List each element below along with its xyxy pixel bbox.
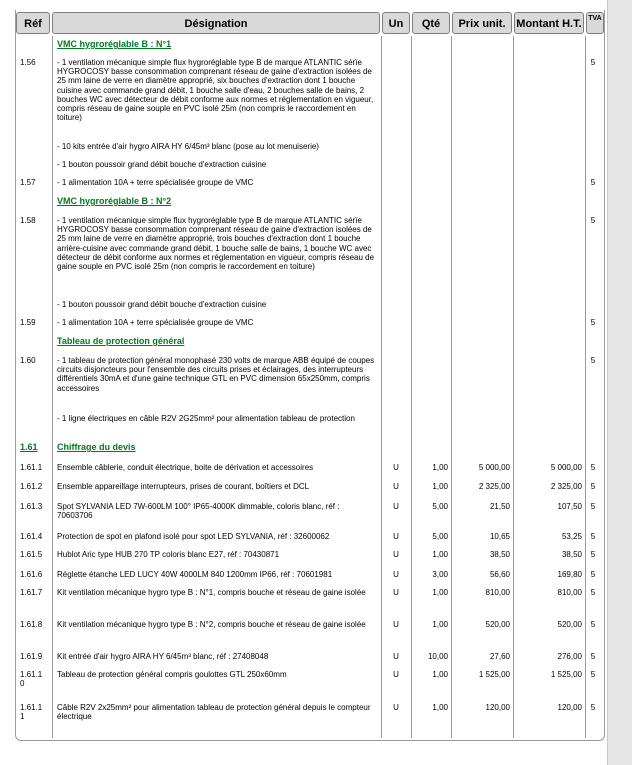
cell-mht: 2 325,00 (550, 482, 582, 491)
cell-qte: 5,00 (432, 532, 448, 541)
cell-tva: 5 (590, 482, 596, 491)
header-designation: Désignation (52, 12, 380, 34)
cell-ref: 1.57 (20, 178, 36, 187)
cell-des: Protection de spot en plafond isolé pour spot LED SYLVANIA, réf : 32600062 (57, 532, 330, 541)
cell-des: - 1 bouton poussoir grand débit bouche d'extraction cuisine (57, 300, 267, 309)
cell-des: Kit entrée d'air hygro AIRA HY 6/45m³ blanc, réf : 27408048 (57, 652, 269, 661)
cell-un: U (393, 670, 399, 679)
cell-mht: 107,50 (557, 502, 582, 511)
cell-tva: 5 (590, 58, 596, 67)
cell-tva: 5 (590, 588, 596, 597)
cell-qte: 1,00 (432, 482, 448, 491)
cell-pu: 27,60 (489, 652, 510, 661)
cell-des: Hublot Aric type HUB 270 TP coloris blanc E27, réf : 70430871 (57, 550, 280, 559)
cell-des: - 10 kits entrée d'air hygro AIRA HY 6/45m³ blanc (pose au lot menuiserie) (57, 142, 319, 151)
cell-mht: 5 000,00 (550, 463, 582, 472)
cell-pu: 1 525,00 (478, 670, 510, 679)
cell-qte: 10,00 (427, 652, 448, 661)
cell-des: VMC hygroréglable B : N°2 (57, 196, 172, 206)
cell-des: Réglette étanche LED LUCY 40W 4000LM 840 1200mm IP66, réf : 70601981 (57, 570, 333, 579)
column-divider (585, 36, 586, 738)
cell-pu: 810,00 (485, 588, 510, 597)
cell-tva: 5 (590, 216, 596, 225)
cell-pu: 56,60 (489, 570, 510, 579)
cell-mht: 810,00 (557, 588, 582, 597)
cell-des: - 1 alimentation 10A + terre spécialisée groupe de VMC (57, 178, 254, 187)
cell-ref: 1.61.9 (20, 652, 43, 661)
cell-qte: 5,00 (432, 502, 448, 511)
column-divider (513, 36, 514, 738)
cell-un: U (393, 703, 399, 712)
cell-des: - 1 ventilation mécanique simple flux hygroréglable type B de marque ATLANTIC sérïe HYGROCOSY basse consommation comprenant réseau de gaine d'extraction isolées de 25 mm laine de verre en diamètre approprié, trois bouches d'extraction dont 1 bouche arrière-cuisine avec commande grand débit, 1 bouche salle de bains, 1 bouche WC avec détecteur de débit conforme aux normes et réglementation en vigueur, compris réseau de gaine souple en PVC isolé 25m (non compris le raccordement en toiture) (57, 216, 375, 272)
cell-des: - 1 bouton poussoir grand débit bouche d'extraction cuisine (57, 160, 267, 169)
cell-qte: 1,00 (432, 550, 448, 559)
cell-des: - 1 ligne électriques en câble R2V 2G25mm² pour alimentation tableau de protection (57, 414, 355, 423)
cell-des: Tableau de protection général compris goulottes GTL 250x60mm (57, 670, 287, 679)
cell-tva: 5 (590, 703, 596, 712)
column-divider (411, 36, 412, 738)
cell-tva: 5 (590, 652, 596, 661)
column-divider (52, 36, 53, 738)
cell-des: Kit ventilation mécanique hygro type B : N°1, compris bouche et réseau de gaine isolée (57, 588, 366, 597)
cell-des: - 1 tableau de protection général monophasé 230 volts de marque ABB équipé de coupes circuits disjoncteurs pour l'ensemble des circuits prises et éclairages, des interrupteurs différentiels 30mA et d'une gaine technique GTL en PVC dimension 65x250mm, compris accessoires (57, 356, 375, 393)
cell-des: - 1 alimentation 10A + terre spécialisée groupe de VMC (57, 318, 254, 327)
header-amount-ht: Montant H.T. (514, 12, 584, 34)
cell-tva: 5 (590, 318, 596, 327)
header-unit-price: Prix unit. (452, 12, 512, 34)
cell-mht: 38,50 (561, 550, 582, 559)
cell-ref: 1.60 (20, 356, 36, 365)
cell-tva: 5 (590, 502, 596, 511)
cell-ref: 1.61.3 (20, 502, 43, 511)
cell-ref: 1.61.6 (20, 570, 43, 579)
cell-un: U (393, 482, 399, 491)
cell-ref: 1.56 (20, 58, 36, 67)
cell-tva: 5 (590, 356, 596, 365)
header-ref: Réf (16, 12, 50, 34)
cell-ref: 1.61.1 1 (20, 703, 43, 722)
header-unit: Un (382, 12, 410, 34)
cell-un: U (393, 463, 399, 472)
viewer-gutter (607, 0, 632, 765)
cell-ref: 1.61.2 (20, 482, 43, 491)
cell-des: Tableau de protection général (57, 336, 185, 346)
cell-un: U (393, 570, 399, 579)
cell-ref: 1.61.1 0 (20, 670, 43, 689)
cell-pu: 120,00 (485, 703, 510, 712)
cell-mht: 1 525,00 (550, 670, 582, 679)
cell-mht: 120,00 (557, 703, 582, 712)
cell-un: U (393, 532, 399, 541)
cell-un: U (393, 550, 399, 559)
cell-ref: 1.61.7 (20, 588, 43, 597)
cell-des: VMC hygroréglable B : N°1 (57, 39, 172, 49)
cell-des: - 1 ventilation mécanique simple flux hygroréglable type B de marque ATLANTIC sérïe HYGROCOSY basse consommation comprenant réseau de gaine d'extraction isolées de 25 mm laine de verre en diamètre approprié, six bouches d'extraction dont 1 bouche cuisine avec commande grand débit, 1 bouche salle d'eau, 2 bouches salle de bains, 2 bouches WC avec détecteur de débit conforme aux normes et réglementation en vigueur, compris réseau de gaine souple en PVC isolé 25m (non compris le raccordement en toiture) (57, 58, 374, 123)
column-divider (381, 36, 382, 738)
cell-qte: 1,00 (432, 588, 448, 597)
cell-mht: 520,00 (557, 620, 582, 629)
header-tva: TVA (586, 12, 604, 34)
header-quantity: Qté (412, 12, 450, 34)
cell-ref: 1.61.8 (20, 620, 43, 629)
cell-des: Câble R2V 2x25mm² pour alimentation tableau de protection général depuis le compteur électrique (57, 703, 371, 722)
cell-des: Kit ventilation mécanique hygro type B : N°2, compris bouche et réseau de gaine isolée (57, 620, 366, 629)
cell-mht: 276,00 (557, 652, 582, 661)
cell-tva: 5 (590, 670, 596, 679)
cell-ref: 1.61.5 (20, 550, 43, 559)
cell-pu: 520,00 (485, 620, 510, 629)
cell-qte: 1,00 (432, 620, 448, 629)
cell-tva: 5 (590, 550, 596, 559)
cell-qte: 1,00 (432, 703, 448, 712)
cell-pu: 5 000,00 (478, 463, 510, 472)
cell-qte: 3,00 (432, 570, 448, 579)
cell-pu: 10,65 (489, 532, 510, 541)
cell-ref: 1.59 (20, 318, 36, 327)
cell-des: Chiffrage du devis (57, 442, 136, 452)
cell-ref: 1.61 (20, 442, 38, 452)
cell-des: Spot SYLVANIA LED 7W-600LM 100° IP65-4000K dimmable, coloris blanc, réf : 70603706 (57, 502, 340, 521)
cell-qte: 1,00 (432, 463, 448, 472)
cell-qte: 1,00 (432, 670, 448, 679)
cell-un: U (393, 620, 399, 629)
cell-ref: 1.61.1 (20, 463, 43, 472)
cell-pu: 2 325,00 (478, 482, 510, 491)
cell-tva: 5 (590, 532, 596, 541)
cell-un: U (393, 652, 399, 661)
cell-un: U (393, 588, 399, 597)
cell-tva: 5 (590, 463, 596, 472)
cell-tva: 5 (590, 178, 596, 187)
cell-ref: 1.58 (20, 216, 36, 225)
cell-pu: 38,50 (489, 550, 510, 559)
cell-pu: 21,50 (489, 502, 510, 511)
cell-mht: 169,80 (557, 570, 582, 579)
cell-mht: 53,25 (561, 532, 582, 541)
cell-des: Ensemble appareillage interrupteurs, prises de courant, boîtiers et DCL (57, 482, 310, 491)
cell-tva: 5 (590, 620, 596, 629)
cell-tva: 5 (590, 570, 596, 579)
cell-ref: 1.61.4 (20, 532, 43, 541)
column-divider (451, 36, 452, 738)
cell-des: Ensemble câblerie, conduit électrique, boite de dérivation et accessoires (57, 463, 314, 472)
cell-un: U (393, 502, 399, 511)
